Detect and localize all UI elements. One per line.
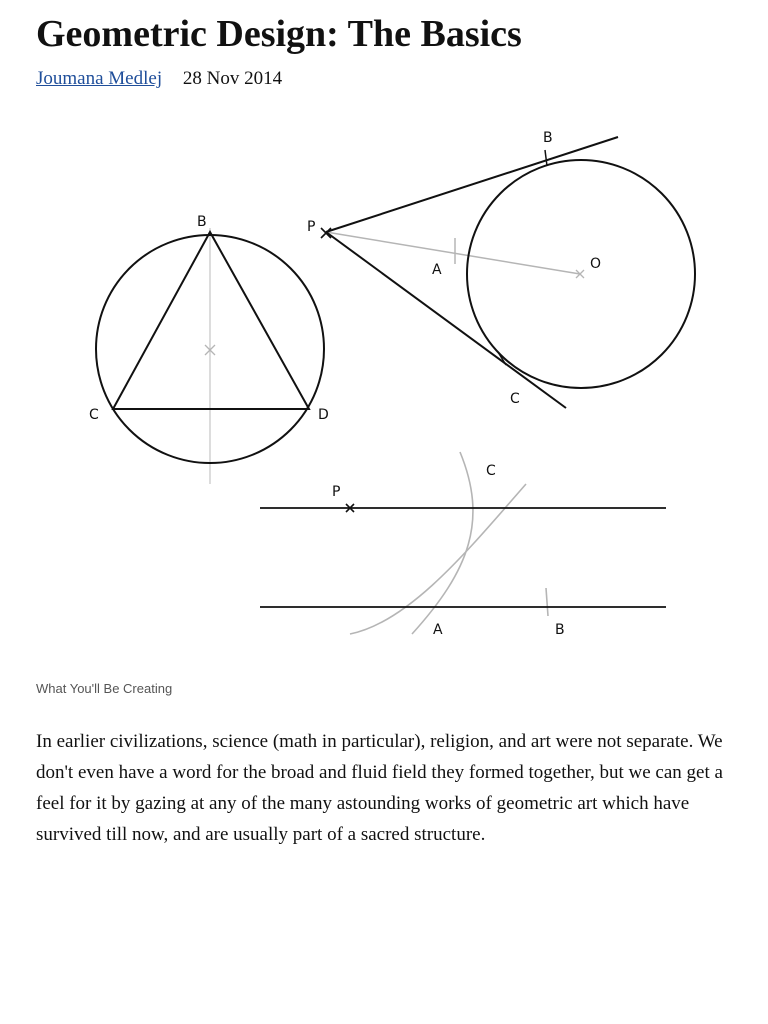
label-p-parallel: P [332, 484, 341, 500]
article-title: Geometric Design: The Basics [36, 13, 522, 55]
label-b: B [197, 214, 207, 230]
intro-paragraph: In earlier civilizations, science (math in particular), religion, and art were not separate. We don't even have a word for the broad and fluid field they formed together, but we can get a feel for it by gazing at any of the many astounding works of geometric art which have survived till now, and are usually part of a sacred structure. [36, 731, 723, 845]
label-p: P [307, 219, 316, 235]
upper-tangent [326, 137, 618, 232]
lower-tangent [326, 232, 566, 408]
publish-date: 28 Nov 2014 [182, 68, 283, 89]
label-a-parallel: A [433, 622, 443, 638]
parallel-lines-drawing [260, 452, 666, 638]
author-link[interactable]: Joumana Medlej [36, 68, 163, 89]
line-po [326, 232, 580, 274]
label-b-tangent: B [543, 130, 553, 146]
tick-b-parallel [546, 588, 548, 616]
label-c-tangent: C [510, 391, 520, 407]
construction-arc-right [350, 484, 526, 634]
figure-caption: What You'll Be Creating [36, 681, 173, 696]
label-c: C [89, 407, 99, 423]
label-a: A [432, 262, 442, 278]
label-b-parallel: B [555, 622, 565, 638]
tick-b [545, 150, 547, 166]
tangent-circle [467, 160, 695, 388]
label-d: D [318, 407, 329, 423]
article-meta [36, 66, 282, 92]
inscribed-triangle-drawing [89, 214, 329, 484]
tangent-lines-drawing [307, 130, 695, 408]
label-c-parallel: C [486, 463, 496, 479]
label-o: O [590, 256, 602, 272]
geometry-illustration [0, 100, 768, 660]
